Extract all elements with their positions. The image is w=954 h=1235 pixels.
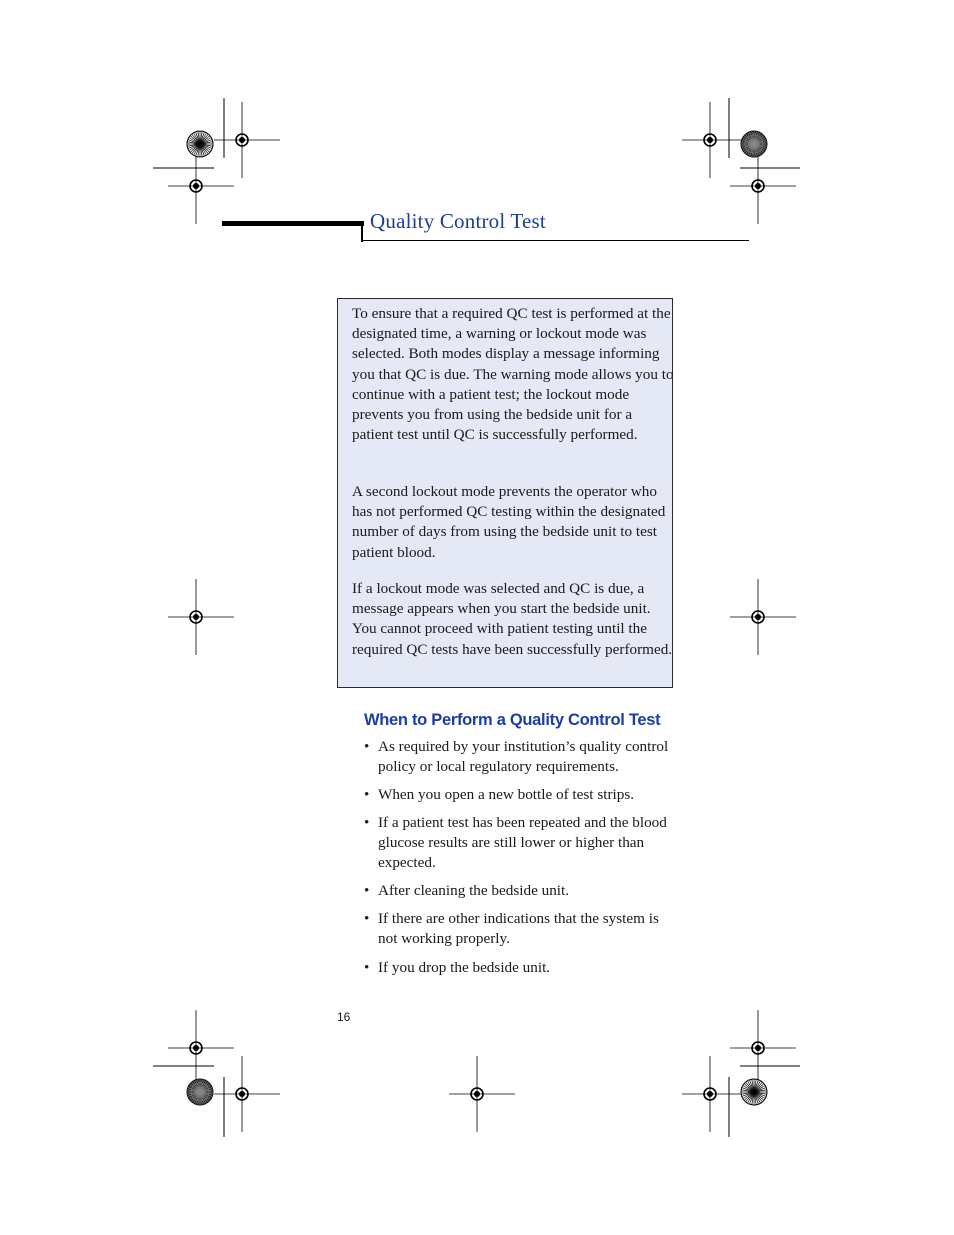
bullet-dot: • [364,882,370,899]
header-rule-step [361,221,363,242]
bullet-text: If there are other indications that the system is not working properly. [378,910,659,948]
bullet-text: If a patient test has been repeated and the blood glucose results are still lower or higher than expected. [378,814,667,872]
info-paragraph: If a lockout mode was selected and QC is due, a message appears when you start the bedside unit. You cannot proceed with patient testing until the required QC tests have been successfully performed. [352,580,673,658]
bullet-item [364,813,674,874]
header-rule-thin [361,240,749,241]
registration-target-icon [730,1010,796,1086]
bullet-dot: • [364,959,370,976]
bullet-dot: • [364,786,370,803]
bullet-item [364,909,676,949]
bullet-text: If you drop the bedside unit. [378,959,551,976]
registration-target-icon [682,1056,748,1132]
registration-target-icon [168,579,234,655]
registration-target-icon [449,1056,515,1132]
info-paragraph: A second lockout mode prevents the operator who has not performed QC testing within the designated number of days from using the bedside unit to test patient blood. [352,483,666,561]
page-number: 16 [337,1010,351,1024]
info-paragraph: To ensure that a required QC test is performed at the designated time, a warning or lockout mode was selected. Both modes display a message informing you that QC is due. The warning mode allows you to continue with a patient test; the lockout mode prevents you from using the bedside unit for a patient test until QC is successfully performed. [352,305,674,444]
info-box [337,298,673,688]
bullet-item [364,958,684,978]
bullet-text: After cleaning the bedside unit. [378,882,570,899]
bullet-item [364,737,680,777]
section-heading: When to Perform a Quality Control Test [364,711,661,729]
bullet-dot: • [364,738,370,755]
registration-disc-icon [187,1079,213,1105]
registration-starburst-icon [741,1079,767,1105]
registration-target-icon [168,1010,234,1086]
bullet-text: When you open a new bottle of test strips. [378,786,635,803]
registration-target-icon [730,148,796,224]
bullet-text: As required by your institution’s quality control policy or local regulatory requirements. [378,738,669,776]
registration-starburst-icon [187,131,213,157]
header-rule-thick [222,221,364,226]
bullet-dot: • [364,814,370,831]
registration-target-icon [730,579,796,655]
registration-target-icon [682,102,748,178]
registration-target-icon [168,148,234,224]
bullet-item [364,785,684,805]
registration-disc-icon [741,131,767,157]
bullet-dot: • [364,910,370,927]
bullet-item [364,881,684,901]
page-title: Quality Control Test [370,209,546,233]
